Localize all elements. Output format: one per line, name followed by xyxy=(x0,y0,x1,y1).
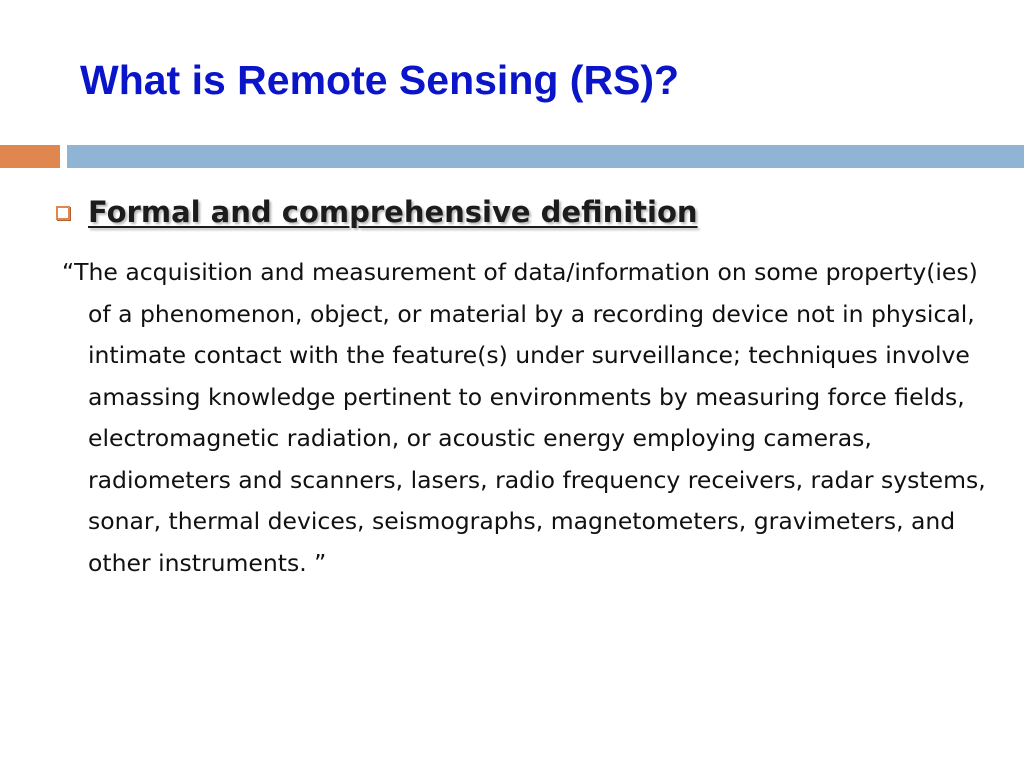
header-divider-bar xyxy=(67,145,1024,168)
slide-title: What is Remote Sensing (RS)? xyxy=(80,57,680,103)
bullet-heading: Formal and comprehensive definition xyxy=(88,195,698,229)
square-bullet-icon xyxy=(56,206,70,220)
definition-quote: “The acquisition and measurement of data/information on some property(ies) of a phenomenon, object, or material by a recording device not in physical, intimate contact with the feature(s) under surveillance; techniques involve amassing knowledge pertinent to environments by measuring force fields, electromagnetic radiation, or acoustic energy employing cameras, radiometers and scanners, lasers, radio frequency receivers, radar systems, sonar, thermal devices, seismographs, magnetometers, gravimeters, and other instruments. ” xyxy=(62,258,986,577)
header-accent-bar xyxy=(0,145,60,168)
